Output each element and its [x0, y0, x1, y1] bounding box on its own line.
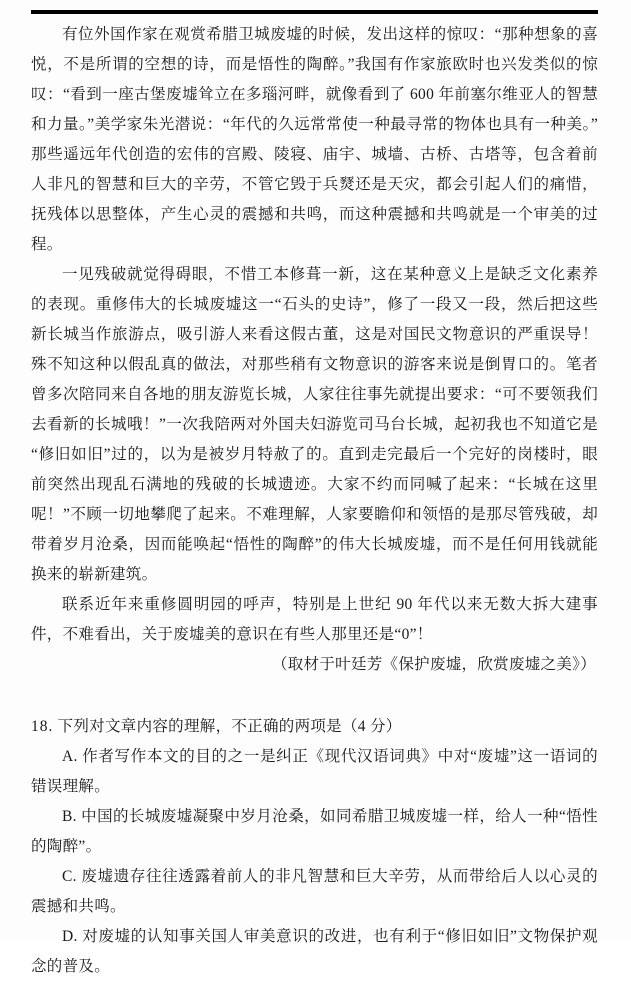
passage-paragraph-1: 有位外国作家在观赏希腊卫城废墟的时候，发出这样的惊叹：“那种想象的喜悦，不是所谓的空想的诗，而是悟性的陶醉。”我国有作家旅欧时也兴发类似的惊叹：“看到一座古堡废墟耸立在多瑙河畔，就像看到了 600 年前塞尔维亚人的智慧和力量。”美学家朱光潜说：“年代的久远常常使一种最寻常的物体也具有一种美。”那些遥远年代创造的宏伟的宫殿、陵寝、庙宇、城墙、古桥、古塔等，包含着前人非凡的智慧和巨大的辛劳，不管它毁于兵燹还是天灾，都会引起人们的痛惜，抚残体以思整体，产生心灵的震撼和共鸣，而这种震撼和共鸣就是一个审美的过程。 [31, 26, 598, 253]
option-d [31, 922, 598, 982]
source-attribution: （取材于叶廷芳《保护废墟，欣赏废墟之美》） [271, 656, 596, 673]
option-a [31, 742, 598, 802]
top-divider [31, 10, 598, 14]
option-b-text: 中国的长城废墟凝聚中岁月沧桑，如同希腊卫城废墟一样，给人一种“悟性的陶醉”。 [31, 808, 598, 855]
reading-passage [31, 20, 598, 680]
option-a-text: 作者写作本文的目的之一是纠正《现代汉语词典》中对“废墟”这一语词的错误理解。 [31, 748, 598, 795]
option-c-label: C. [62, 868, 77, 885]
option-a-label: A. [62, 748, 78, 765]
option-b [31, 802, 598, 862]
question-stem: 下列对文章内容的理解，不正确的两项是（4 分） [57, 718, 402, 735]
option-d-label: D. [62, 928, 78, 945]
question-stem-line [31, 712, 598, 742]
question-18 [31, 712, 598, 982]
option-b-label: B. [62, 808, 77, 825]
passage-paragraph-2: 一见残破就觉得碍眼，不惜工本修葺一新，这在某种意义上是缺乏文化素养的表现。重修伟大的长城废墟这一“石头的史诗”，修了一段又一段，然后把这些新长城当作旅游点，吸引游人来看这假古董，这是对国民文物意识的严重误导！殊不知这种以假乱真的做法，对那些稍有文物意识的游客来说是倒胃口的。笔者曾多次陪同来自各地的朋友游览长城，人家往往事先就提出要求：“可不要领我们去看新的长城哦！”一次我陪两对外国夫妇游览司马台长城，起初我也不知道它是“修旧如旧”过的，以为是被岁月特赦了的。直到走完最后一个完好的岗楼时，眼前突然出现乱石满地的残破的长城遗迹。大家不约而同喊了起来：“长城在这里呢！”不顾一切地攀爬了起来。不难理解，人家要瞻仰和领悟的是那尽管残破，却带着岁月沧桑，因而能唤起“悟性的陶醉”的伟大长城废墟，而不是任何用钱就能换来的崭新建筑。 [31, 266, 598, 583]
option-d-text: 对废墟的认知事关国人审美意识的改进，也有利于“修旧如旧”文物保护观念的普及。 [31, 928, 598, 975]
option-c-text: 废墟遗存往往透露着前人的非凡智慧和巨大辛劳，从而带给后人以心灵的震撼和共鸣。 [31, 868, 598, 915]
question-number: 18. [31, 718, 54, 735]
passage-paragraph-3: 联系近年来重修圆明园的呼声，特别是上世纪 90 年代以来无数大拆大建事件，不难看出，关于废墟美的意识在有些人那里还是“0”！ [31, 596, 598, 643]
option-c [31, 862, 598, 922]
